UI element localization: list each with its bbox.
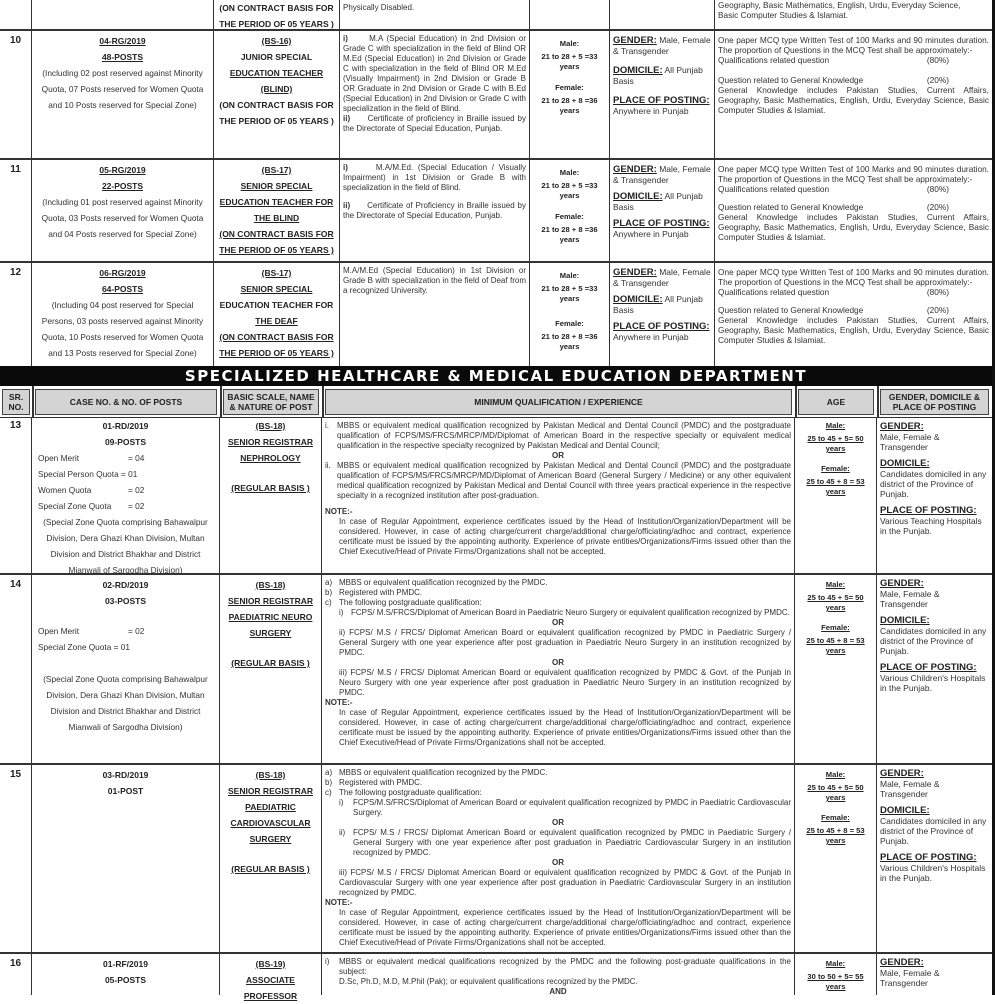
case-cell xyxy=(32,575,220,763)
post-name: SENIOR SPECIAL xyxy=(240,181,313,191)
age-female-label: Female: xyxy=(555,212,584,221)
qualification-cell: a) MBBS or equivalent qualification recognized by the PMDC. b) Registered with PMDC. c) The following postgraduate qualification: i) FCPS/ M.S/FRCS/Diplomat of American Board in Paediatric Neuro Surgery or equivalent qualification recognized by PMDC. OR ii) FCPS/ M.S / FRCS/ Diplomat American Board or equivalent qualification recognized by PMDC in Paediatric Surgery / General Surgery with one year experience after post graduation in Paediatric Neuro Surgery in an institution recognized by PMDC. OR iii) FCPS/ M.S / FRCS/ Diplomat American Board or equivalent qualification recognized by PMDC & Govt. of the Punjab in Neuro Surgery with one year experience after post graduation in Paediatric Neuro Surgery in an institution recognized by PMDC. NOTE:- In case of Regular Appointment, experience certificates issued by the Head of Institution/Organization/Department will be considered. However, in case of acting charge/current charge/additional charge/officiating/adhoc and contract, experience certificate must be issued by the appointing authority. Experience of private entities/Organizations/Firms issued other than the Chief Executive/Head of Private Firms/Organizations shall not be accepted. xyxy=(322,575,795,763)
header-sr-no: SR. NO. xyxy=(2,389,30,415)
domicile-value: Candidates domiciled in any district of the Province of Punjab. xyxy=(880,816,987,846)
table-row-partial xyxy=(0,0,992,31)
domicile-value: All Punjab Basis xyxy=(613,294,703,315)
note-text: In case of Regular Appointment, experience certificates issued by the Head of Institution/Organization/Department will be considered. However, in case of acting charge/current charge/additional charge/officiating/adhoc and contract, experience certificate must be issued by the appointing authority. Experience of private entities/Organizations/Firms issued other than the Chief Executive/Head of Private Firms/Organizations shall not be accepted. xyxy=(339,517,791,556)
gender-label: GENDER: xyxy=(880,768,924,779)
qualification-text: Physically Disabled. xyxy=(343,3,415,12)
post-name: JUNIOR SPECIAL xyxy=(240,52,313,62)
age-female-label: Female: xyxy=(555,319,584,328)
age-male-label: Male: xyxy=(825,770,846,779)
post-cell xyxy=(214,160,340,261)
post-name: EDUCATION TEACHER xyxy=(229,68,324,78)
case-cell xyxy=(32,160,214,261)
case-cell xyxy=(32,263,214,366)
scale: (BS-18) xyxy=(255,421,286,431)
post-count: 03-POSTS xyxy=(104,596,147,606)
test-q2: Question related to General Knowledge xyxy=(718,305,864,315)
quota-line: Special Zone Quota = 02 xyxy=(38,501,145,511)
posting-value: Anywhere in Punjab xyxy=(613,332,689,342)
post-basis: (ON CONTRACT BASIS FOR xyxy=(219,229,334,239)
post-basis: THE PERIOD OF 05 YEARS ) xyxy=(219,116,334,126)
post-name: SENIOR REGISTRAR xyxy=(227,786,313,796)
header-post: BASIC SCALE, NAME & NATURE OF POST xyxy=(223,389,319,415)
post-name: PAEDIATRIC NEURO xyxy=(228,612,313,622)
post-cell xyxy=(214,0,340,29)
domicile-value: Candidates domiciled in any district of the Province of Punjab. xyxy=(880,626,987,656)
post-basis: THE PERIOD OF 05 YEARS ) xyxy=(219,348,334,358)
qual-label: i) xyxy=(343,34,348,43)
sr-number: 12 xyxy=(0,263,32,366)
qual-c-iii: FCPS/ M.S / FRCS/ Diplomat American Board or equivalent qualification recognized by PMDC & Govt. of the Punjab in Neuro Surgery with one year experience after post graduation in Paediatric Neuro Surgery in an institution recognized by PMDC. xyxy=(339,668,792,697)
post-line: THE PERIOD OF 05 YEARS ) xyxy=(219,19,334,29)
case-number: 03-RD/2019 xyxy=(102,770,149,780)
age-female: 25 to 45 + 8 = 53 years xyxy=(806,477,865,496)
case-number: 04-RG/2019 xyxy=(99,36,146,46)
sr-number: 14 xyxy=(0,575,32,763)
qual-c-i: FCPS/ M.S/FRCS/Diplomat of American Board in Paediatric Neuro Surgery or equivalent qualification recognized by PMDC. xyxy=(351,608,790,617)
qual-text: MBBS or equivalent medical qualification recognized by Pakistan Medical and Dental Council (PMDC) and the postgraduate qualification of FCPS/MS/FRCS/MRCP/MD/Diplomat of American Board (General Surgery / Medicine) or any other equivalent medical qualification recognized by Pakistan Medical and Dental Council with three years practical experience in the respective specialty in a recognized institution after post-graduation. xyxy=(337,461,791,500)
case-cell xyxy=(32,765,220,952)
or-separator: OR xyxy=(552,451,564,460)
age-female: 21 to 28 + 8 =36 years xyxy=(541,96,598,115)
or-separator: OR xyxy=(552,858,564,867)
qual-text: MBBS or equivalent medical qualifications recognized by the PMDC and the following post-graduate qualifications in the subject: xyxy=(339,957,791,976)
post-name: THE DEAF xyxy=(255,316,298,326)
posting-label: PLACE OF POSTING: xyxy=(613,95,710,106)
age-male: 30 to 50 + 5= 55 years xyxy=(807,972,864,991)
test-cell xyxy=(715,160,992,261)
test-q2-pct: (20%) xyxy=(926,305,949,315)
test-gk: General Knowledge includes Pakistan Studies, Current Affairs, Geography, Basic Mathematics, English, Urdu, Everyday Science, Basic Computer Studies & Islamiat. xyxy=(718,85,989,115)
case-description: (Including 02 post reserved against Minority Quota, 07 Posts reserved for Women Quota and 10 Posts reserved for Special Zone) xyxy=(41,68,204,110)
qual-text: M.A (Special Education) in 2nd Division or Grade C with specialization in the field of Blind OR M.Ed (Special Education) in 2nd Division or Grade C with specialization in the field of Blind OR M.Ed (Visually Impairment) in 2nd Division or Grade B OR Graduate in 2nd Division or Grade C with B.Ed (Special Education) in 2nd Division or Grade C with specialization in the field of Blind. xyxy=(343,34,526,113)
posting-label: PLACE OF POSTING: xyxy=(613,321,710,332)
qualification-cell: i) MBBS or equivalent medical qualifications recognized by the PMDC and the following post-graduate qualifications in the subject: D.Sc, Ph.D, M.D, M.Phil (Pak); or equivalent qualifications recognized by the PMDC. AND xyxy=(322,954,795,995)
post-basis: (REGULAR BASIS ) xyxy=(231,658,310,668)
gender-domicile-cell xyxy=(610,0,715,29)
age-female: 21 to 28 + 8 =36 years xyxy=(541,225,598,244)
scale: (BS-16) xyxy=(261,36,292,46)
age-cell xyxy=(795,418,877,573)
note-label: NOTE:- xyxy=(325,898,353,907)
qual-c-ii: FCPS/ M.S / FRCS/ Diplomat American Board or equivalent qualification recognized by PMDC in Paediatric Surgery / General Surgery with one year experience after post graduation in Paediatric Cardiovascular Surgery in an institution recognized by PMDC. xyxy=(353,828,791,857)
posting-value: Various Children's Hospitals in the Punjab. xyxy=(880,673,986,693)
case-number: 05-RG/2019 xyxy=(99,165,146,175)
quota-line: Open Merit = 04 xyxy=(38,453,145,463)
gender-value: Male, Female & Transgender xyxy=(613,164,711,185)
gender-label: GENDER: xyxy=(613,35,657,46)
note-text: In case of Regular Appointment, experience certificates issued by the Head of Institution/Organization/Department will be considered. However, in case of acting charge/current charge/additional charge/officiating/adhoc and contract, experience certificate must be issued by the appointing authority. Experience of private entities/Organizations/Firms issued other than the Chief Executive/Head of Private Firms/Organizations shall not be accepted. xyxy=(339,908,791,947)
age-male-label: Male: xyxy=(559,271,580,280)
post-cell xyxy=(220,765,322,952)
posting-value: Various Children's Hospitals in the Punjab. xyxy=(880,863,986,883)
gender-domicile-cell xyxy=(610,160,715,261)
table-row xyxy=(0,418,992,575)
post-name: SURGERY xyxy=(249,834,292,844)
test-q1-pct: (80%) xyxy=(926,184,949,194)
case-number: 01-RF/2019 xyxy=(103,959,148,969)
post-name: SURGERY xyxy=(249,628,292,638)
department-banner: SPECIALIZED HEALTHCARE & MEDICAL EDUCATION DEPARTMENT xyxy=(0,366,992,386)
gender-domicile-cell xyxy=(610,263,715,366)
special-zone-note: (Special Zone Quota comprising Bahawalpur Division, Dera Ghazi Khan Division, Multan Division and District Bhakhar and District Mianwali of Sargodha Division) xyxy=(43,517,208,575)
qual-text: Certificate of Proficiency in Braille issued by the Directorate of Special Education, Punjab. xyxy=(343,201,526,220)
age-female: 25 to 45 + 8 = 53 years xyxy=(806,826,865,845)
test-q1-pct: (80%) xyxy=(926,55,949,65)
age-cell xyxy=(530,263,610,366)
posting-label: PLACE OF POSTING: xyxy=(880,662,977,673)
age-male-label: Male: xyxy=(559,168,580,177)
age-male: 21 to 28 + 5 =33 years xyxy=(541,52,598,71)
post-count: 01-POST xyxy=(107,786,144,796)
post-name: EDUCATION TEACHER FOR xyxy=(219,197,334,207)
age-cell xyxy=(530,0,610,29)
age-male: 21 to 28 + 5 =33 years xyxy=(541,284,598,303)
post-count: 48-POSTS xyxy=(101,52,144,62)
age-female-label: Female: xyxy=(821,813,850,822)
age-female: 21 to 28 + 8 =36 years xyxy=(541,332,598,351)
test-intro: One paper MCQ type Written Test of 100 Marks and 90 minutes duration. The proportion of Questions in the MCQ Test shall be approximately:- xyxy=(718,164,989,184)
posting-value: Various Teaching Hospitals in the Punjab. xyxy=(880,516,982,536)
scale: (BS-17) xyxy=(261,165,292,175)
quota-line: Open Merit = 02 xyxy=(38,626,145,636)
posting-label: PLACE OF POSTING: xyxy=(613,218,710,229)
header-gender-domicile: GENDER, DOMICILE & PLACE OF POSTING xyxy=(880,389,989,415)
age-cell xyxy=(530,31,610,158)
domicile-label: DOMICILE: xyxy=(880,458,930,469)
table-row xyxy=(0,160,992,263)
post-name: SENIOR REGISTRAR xyxy=(227,437,313,447)
sr-cell xyxy=(0,0,32,29)
gender-domicile-cell xyxy=(877,954,992,995)
qual-label: ii) xyxy=(343,114,351,123)
age-cell xyxy=(795,575,877,763)
post-name: PROFESSOR xyxy=(243,991,298,1001)
qual-c: The following postgraduate qualification: xyxy=(339,788,482,797)
qual-c-i: FCPS/M.S/FRCS/Diplomat of American Board or equivalent qualification recognized by PMDC in Paediatric Cardiovascular Surgery. xyxy=(353,798,791,817)
note-label: NOTE:- xyxy=(325,507,353,516)
post-basis: THE PERIOD OF 05 YEARS ) xyxy=(219,245,334,255)
test-gk: General Knowledge includes Pakistan Studies, Current Affairs, Geography, Basic Mathematics, English, Urdu, Everyday Science, Basic Computer Studies & Islamiat. xyxy=(718,212,989,242)
special-zone-note: (Special Zone Quota comprising Bahawalpur Division, Dera Ghazi Khan Division, Multan Division and District Bhakhar and District Mianwali of Sargodha Division) xyxy=(43,674,208,732)
qualification-cell xyxy=(340,31,530,158)
age-male-label: Male: xyxy=(825,959,846,968)
age-female-label: Female: xyxy=(821,464,850,473)
case-number: 02-RD/2019 xyxy=(102,580,149,590)
gender-label: GENDER: xyxy=(880,957,924,968)
qual-c-iii: FCPS/ M.S / FRCS/ Diplomat American Board or equivalent qualification recognized by PMDC & Govt. of the Punjab in Cardiovascular Surgery with one year experience after post graduation in Paediatric Cardiovascular Surgery in an institution recognized by PMDC. xyxy=(339,868,792,897)
domicile-label: DOMICILE: xyxy=(613,191,663,202)
test-text: Geography, Basic Mathematics, English, Urdu, Everyday Science, xyxy=(718,0,961,10)
post-cell xyxy=(214,263,340,366)
gender-domicile-cell xyxy=(610,31,715,158)
scale: (BS-18) xyxy=(255,770,286,780)
or-separator: OR xyxy=(552,658,564,667)
age-male: 25 to 45 + 5= 50 years xyxy=(807,783,864,802)
post-name: THE BLIND xyxy=(253,213,300,223)
scale: (BS-19) xyxy=(255,959,286,969)
sr-number: 13 xyxy=(0,418,32,573)
qual-a: MBBS or equivalent qualification recognized by the PMDC. xyxy=(339,578,548,587)
age-male: 25 to 45 + 5= 50 years xyxy=(807,593,864,612)
note-label: NOTE:- xyxy=(325,698,353,707)
qual-label: i) xyxy=(343,163,348,172)
test-q2-pct: (20%) xyxy=(926,202,949,212)
post-name: ASSOCIATE xyxy=(246,975,295,985)
post-name: PAEDIATRIC xyxy=(245,802,296,812)
gender-domicile-cell xyxy=(877,575,992,763)
post-cell xyxy=(220,954,322,1001)
post-cell xyxy=(220,418,322,573)
gender-value: Male, Female & Transgender xyxy=(613,267,711,288)
table-header-row xyxy=(0,386,992,418)
post-count: 22-POSTS xyxy=(101,181,144,191)
case-cell xyxy=(32,954,220,995)
table-row xyxy=(0,575,992,765)
test-q2: Question related to General Knowledge xyxy=(718,202,864,212)
sr-number: 16 xyxy=(0,954,32,995)
domicile-value: All Punjab Basis xyxy=(613,191,703,212)
scale: (BS-18) xyxy=(255,580,286,590)
qual-c-ii: FCPS/ M.S / FRCS/ Diplomat American Board or equivalent qualification recognized by PMDC in Paediatric Surgery / General Surgery with one year experience after post graduation in Paediatric Neuro Surgery in an institution recognized by PMDC. xyxy=(339,628,791,657)
post-count: 05-POSTS xyxy=(104,975,147,985)
sr-number: 11 xyxy=(0,160,32,261)
case-description: (Including 04 post reserved for Special Persons, 03 posts reserved against Minority Quota, 10 Posts reserved for Women Quota and 13 Posts reserved for Special Zone) xyxy=(41,300,204,358)
and-separator: AND xyxy=(549,987,567,996)
age-female: 25 to 45 + 8 = 53 years xyxy=(806,636,865,655)
qual-sub: D.Sc, Ph.D, M.D, M.Phil (Pak); or equivalent qualifications recognized by the PMDC. xyxy=(339,977,638,986)
domicile-label: DOMICILE: xyxy=(613,65,663,76)
quota-line: Women Quota = 02 xyxy=(38,485,145,495)
post-count: 09-POSTS xyxy=(104,437,147,447)
post-basis: (ON CONTRACT BASIS FOR xyxy=(219,332,334,342)
test-q1: Qualifications related question xyxy=(718,55,830,65)
posting-label: PLACE OF POSTING: xyxy=(880,852,977,863)
qualification-cell xyxy=(340,263,530,366)
qual-b: Registered with PMDC. xyxy=(339,588,423,597)
qual-text: M.A/M.Ed. (Special Education / Visually Impairment) in 1st Division or Grade B with specialization in the field of Blind. xyxy=(343,163,526,192)
test-q2: Question related to General Knowledge xyxy=(718,75,864,85)
qual-text: M.A/M.Ed (Special Education) in 1st Division or Grade B with specialization in the field of Deaf from a recognized University. xyxy=(343,266,526,295)
domicile-label: DOMICILE: xyxy=(613,294,663,305)
qual-a: MBBS or equivalent qualification recognized by the PMDC. xyxy=(339,768,548,777)
test-q1: Qualifications related question xyxy=(718,287,830,297)
test-cell xyxy=(715,263,992,366)
sr-number: 10 xyxy=(0,31,32,158)
post-count: 64-POSTS xyxy=(101,284,144,294)
case-cell xyxy=(32,31,214,158)
post-name: SENIOR REGISTRAR xyxy=(227,596,313,606)
age-cell xyxy=(530,160,610,261)
age-cell xyxy=(795,765,877,952)
table-row xyxy=(0,31,992,160)
gender-value: Male, Female & Transgender xyxy=(613,35,711,56)
test-cell xyxy=(715,31,992,158)
gender-label: GENDER: xyxy=(880,578,924,589)
or-separator: OR xyxy=(552,818,564,827)
case-cell xyxy=(32,0,214,29)
header-age: AGE xyxy=(798,389,874,415)
age-female-label: Female: xyxy=(821,623,850,632)
qualification-cell: i. MBBS or equivalent medical qualification recognized by Pakistan Medical and Dental Council (PMDC) and the postgraduate qualification of FCPS/MS/FRCS/MRCP/MD/Diplomat of American Board in the respective specialty or equivalent medical qualification in the respective specialty recognized by Pakistan Medical and Dental Council; OR ii. MBBS or equivalent medical qualification recognized by Pakistan Medical and Dental Council (PMDC) and the postgraduate qualification of FCPS/MS/FRCS/MRCP/MD/Diplomat of American Board (General Surgery / Medicine) or any other equivalent medical qualification recognized by Pakistan Medical and Dental Council with three years practical experience in the respective specialty in a recognized institution after post-graduation. NOTE:- In case of Regular Appointment, experience certificates issued by the Head of Institution/Organization/Department will be considered. However, in case of acting charge/current charge/additional charge/officiating/adhoc and contract, experience certificate must be issued by the appointing authority. Experience of private entities/Organizations/Firms issued other than the Chief Executive/Head of Private Firms/Organizations shall not be accepted. xyxy=(322,418,795,573)
quota-line: Special Zone Quota = 01 xyxy=(38,642,131,652)
test-q1-pct: (80%) xyxy=(926,287,949,297)
posting-value: Anywhere in Punjab xyxy=(613,229,689,239)
note-text: In case of Regular Appointment, experience certificates issued by the Head of Institution/Organization/Department will be considered. However, in case of acting charge/current charge/additional charge/officiating/adhoc and contract, experience certificate must be issued by the appointing authority. Experience of private entities/Organizations/Firms issued other than the Chief Executive/Head of Private Firms/Organizations shall not be accepted. xyxy=(339,708,791,747)
case-description: (Including 01 post reserved against Minority Quota, 03 Posts reserved for Women Quota and 04 Posts reserved for Special Zone) xyxy=(41,197,204,239)
post-name: EDUCATION TEACHER FOR xyxy=(219,300,334,310)
or-separator: OR xyxy=(552,618,564,627)
post-name: SENIOR SPECIAL xyxy=(240,284,313,294)
post-cell xyxy=(214,31,340,158)
qual-text: MBBS or equivalent medical qualification recognized by Pakistan Medical and Dental Council (PMDC) and the postgraduate qualification of FCPS/MS/FRCS/MRCP/MD/Diplomat of American Board in the respective specialty or equivalent medical qualification in the respective specialty recognized by Pakistan Medical and Dental Council; xyxy=(337,421,791,450)
post-basis: (REGULAR BASIS ) xyxy=(231,864,310,874)
post-basis: (ON CONTRACT BASIS FOR xyxy=(219,100,334,110)
gender-value: Male, Female & Transgender xyxy=(880,968,940,988)
table-row xyxy=(0,263,992,366)
qual-text: Certificate of proficiency in Braille issued by the Directorate of Special Education, Punjab. xyxy=(343,114,526,133)
test-text: Basic Computer Studies & Islamiat. xyxy=(718,10,849,20)
gender-label: GENDER: xyxy=(613,267,657,278)
domicile-label: DOMICILE: xyxy=(880,615,930,626)
header-case-no: CASE NO. & NO. OF POSTS xyxy=(35,389,217,415)
gender-value: Male, Female & Transgender xyxy=(880,589,940,609)
table-row xyxy=(0,765,992,954)
age-male-label: Male: xyxy=(559,39,580,48)
domicile-label: DOMICILE: xyxy=(880,805,930,816)
post-name: (BLIND) xyxy=(260,84,293,94)
post-cell xyxy=(220,575,322,763)
qual-c: The following postgraduate qualification: xyxy=(339,598,482,607)
gender-value: Male, Female & Transgender xyxy=(880,432,940,452)
gender-label: GENDER: xyxy=(613,164,657,175)
test-intro: One paper MCQ type Written Test of 100 Marks and 90 minutes duration. The proportion of Questions in the MCQ Test shall be approximately:- xyxy=(718,35,989,55)
qual-label: ii) xyxy=(343,201,351,210)
post-name: CARDIOVASCULAR xyxy=(230,818,311,828)
domicile-value: All Punjab Basis xyxy=(613,65,703,86)
age-female-label: Female: xyxy=(555,83,584,92)
test-q1: Qualifications related question xyxy=(718,184,830,194)
case-cell xyxy=(32,418,220,573)
age-male: 25 to 45 + 5= 50 years xyxy=(807,434,864,453)
quota-line: Special Person Quota = 01 xyxy=(38,469,138,479)
qualification-cell xyxy=(340,160,530,261)
qual-b: Registered with PMDC. xyxy=(339,778,423,787)
header-qualification: MINIMUM QUALIFICATION / EXPERIENCE xyxy=(325,389,792,415)
test-intro: One paper MCQ type Written Test of 100 Marks and 90 minutes duration. The proportion of Questions in the MCQ Test shall be approximately:- xyxy=(718,267,989,287)
gender-domicile-cell xyxy=(877,765,992,952)
post-name: NEPHROLOGY xyxy=(240,453,301,463)
table-row xyxy=(0,954,992,1001)
qualification-cell xyxy=(340,0,530,29)
scale: (BS-17) xyxy=(261,268,292,278)
case-number: 06-RG/2019 xyxy=(99,268,146,278)
sr-number: 15 xyxy=(0,765,32,952)
test-q2-pct: (20%) xyxy=(926,75,949,85)
case-number: 01-RD/2019 xyxy=(102,421,149,431)
age-male: 21 to 28 + 5 =33 years xyxy=(541,181,598,200)
test-gk: General Knowledge includes Pakistan Studies, Current Affairs, Geography, Basic Mathematics, English, Urdu, Everyday Science, Basic Computer Studies & Islamiat. xyxy=(718,315,989,345)
gender-label: GENDER: xyxy=(880,421,924,432)
posting-label: PLACE OF POSTING: xyxy=(880,505,977,516)
domicile-value: Candidates domiciled in any district of the Province of Punjab. xyxy=(880,469,987,499)
post-basis: (REGULAR BASIS ) xyxy=(231,483,310,493)
age-male-label: Male: xyxy=(825,580,846,589)
age-male-label: Male: xyxy=(825,421,846,430)
test-cell xyxy=(715,0,992,29)
post-line: (ON CONTRACT BASIS FOR xyxy=(219,3,334,13)
gender-value: Male, Female & Transgender xyxy=(880,779,940,799)
qualification-cell: a) MBBS or equivalent qualification recognized by the PMDC. b) Registered with PMDC. c) The following postgraduate qualification: i) FCPS/M.S/FRCS/Diplomat of American Board or equivalent qualification recognized by PMDC in Paediatric Cardiovascular Surgery. OR ii) FCPS/ M.S / FRCS/ Diplomat American Board or equivalent qualification recognized by PMDC in Paediatric Surgery / General Surgery with one year experience after post graduation in Paediatric Cardiovascular Surgery in an institution recognized by PMDC. OR iii) FCPS/ M.S / FRCS/ Diplomat American Board or equivalent qualification recognized by PMDC & Govt. of the Punjab in Cardiovascular Surgery with one year experience after post graduation in Paediatric Cardiovascular Surgery in an institution recognized by PMDC. NOTE:- In case of Regular Appointment, experience certificates issued by the Head of Institution/Organization/Department will be considered. However, in case of acting charge/current charge/additional charge/officiating/adhoc and contract, experience certificate must be issued by the appointing authority. Experience of private entities/Organizations/Firms issued other than the Chief Executive/Head of Private Firms/Organizations shall not be accepted. xyxy=(322,765,795,952)
age-cell xyxy=(795,954,877,995)
posting-value: Anywhere in Punjab xyxy=(613,106,689,116)
gender-domicile-cell xyxy=(877,418,992,573)
